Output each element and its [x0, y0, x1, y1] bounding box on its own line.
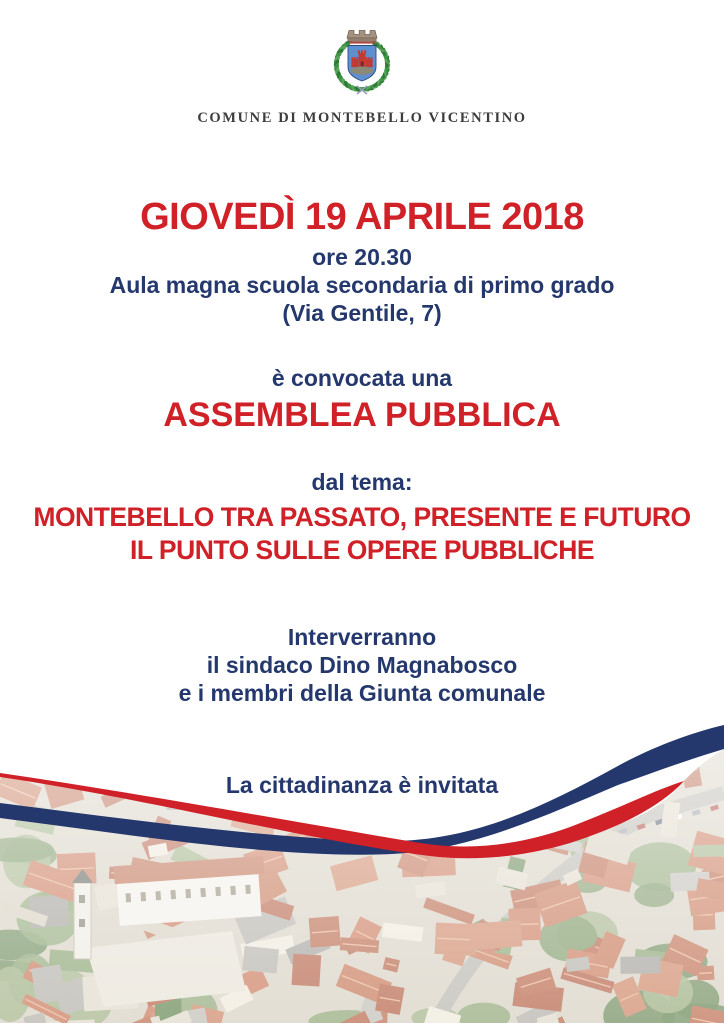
theme-line-1: MONTEBELLO TRA PASSATO, PRESENTE E FUTURO	[33, 502, 691, 532]
speaker-2: e i membri della Giunta comunale	[178, 680, 546, 706]
event-address: (Via Gentile, 7)	[282, 300, 442, 326]
event-time: ore 20.30	[312, 244, 412, 270]
speakers-intro: Interverranno	[287, 624, 437, 650]
event-date: GIOVEDÌ 19 APRILE 2018	[140, 196, 584, 238]
assembly-title: ASSEMBLEA PUBBLICA	[163, 396, 561, 434]
municipal-crest-icon	[314, 24, 410, 112]
closing-line: La cittadinanza è invitata	[225, 772, 499, 798]
bottom-artwork	[0, 723, 724, 1023]
municipality-name: COMUNE DI MONTEBELLO VICENTINO	[197, 110, 527, 126]
crest-container	[0, 24, 724, 112]
convocation-line: è convocata una	[271, 365, 453, 391]
mural-crown-icon	[347, 31, 377, 44]
event-venue: Aula magna scuola secondaria di primo grado	[109, 272, 615, 298]
theme-line-2: IL PUNTO SULLE OPERE PUBBLICHE	[129, 535, 595, 565]
speaker-1: il sindaco Dino Magnabosco	[206, 652, 518, 678]
castle-shield-icon	[348, 46, 376, 82]
theme-label: dal tema:	[311, 469, 413, 495]
